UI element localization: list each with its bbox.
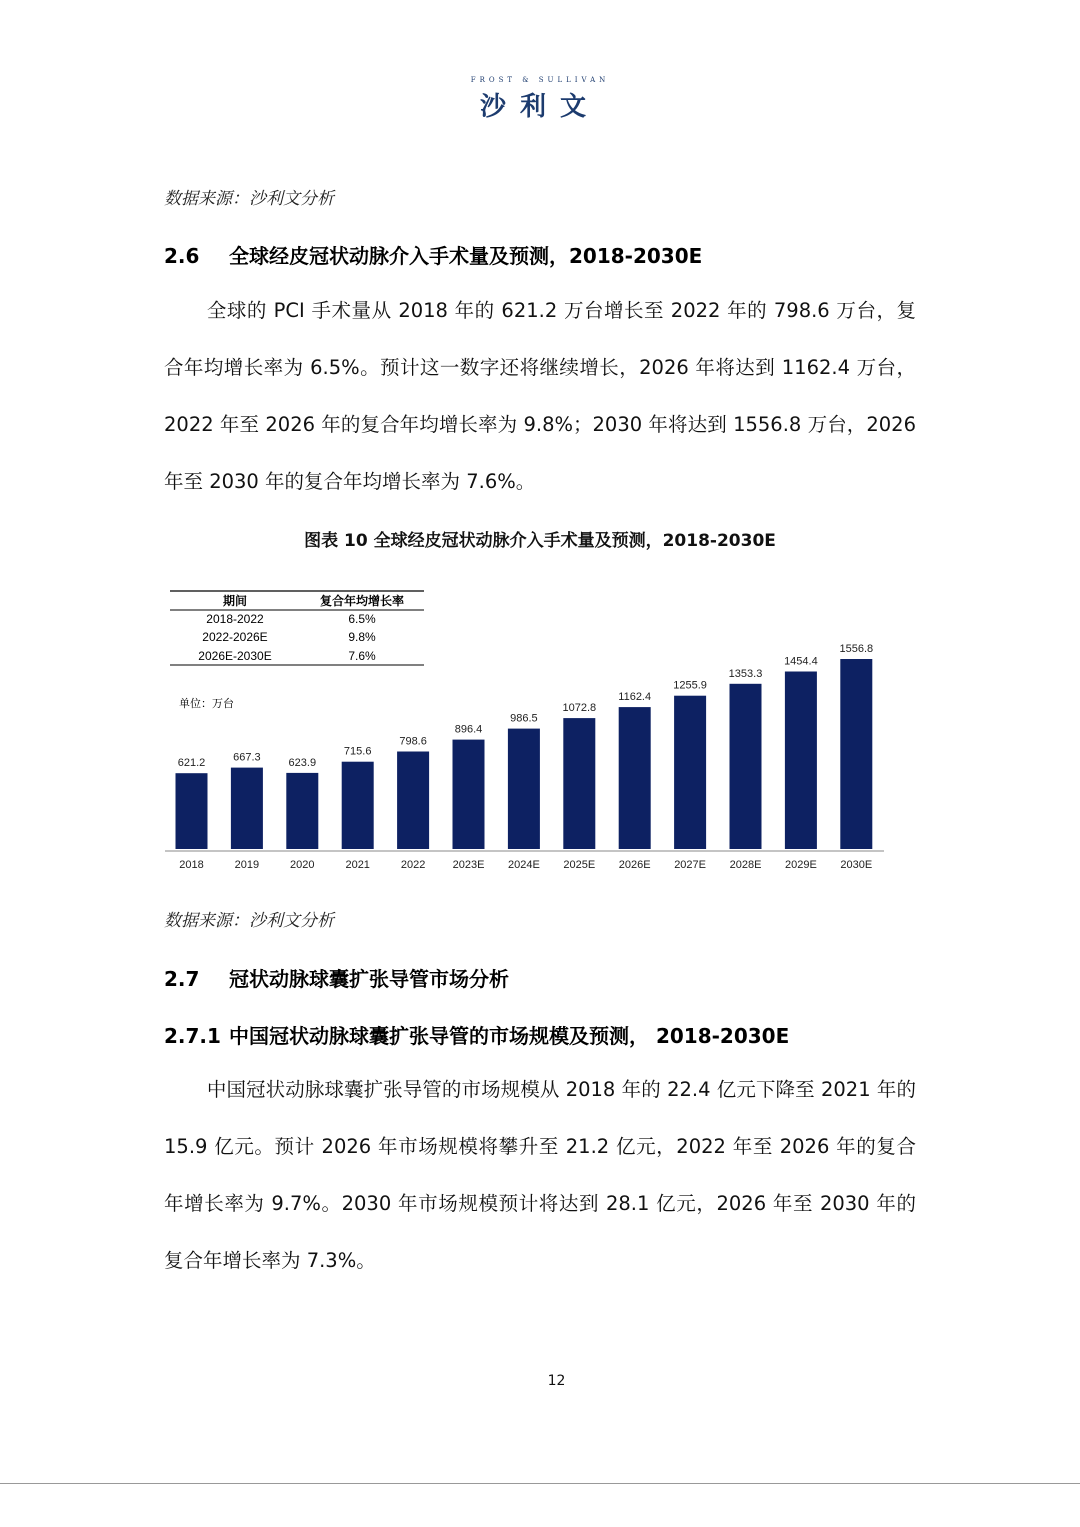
bar-value-label: 1454.4 bbox=[784, 655, 818, 668]
cagr-row-period: 2026E-2030E bbox=[198, 649, 272, 663]
cagr-row-rate: 9.8% bbox=[348, 630, 376, 644]
bar-2021 bbox=[342, 762, 374, 849]
data-source-bottom: 数据来源：沙利文分析 bbox=[164, 911, 334, 931]
section-number: 2.7.1 bbox=[164, 1024, 221, 1048]
x-tick-label: 2027E bbox=[674, 859, 707, 871]
x-tick-label: 2024E bbox=[507, 859, 540, 871]
x-tick-label: 2023E bbox=[452, 859, 485, 871]
section-number: 2.6 bbox=[164, 244, 200, 268]
x-tick-label: 2020 bbox=[290, 859, 315, 871]
x-tick-label: 2030E bbox=[840, 859, 873, 871]
bar-value-label: 896.4 bbox=[454, 723, 483, 736]
bar-value-label: 1072.8 bbox=[562, 702, 597, 715]
bar-value-label: 623.9 bbox=[288, 756, 317, 769]
bar-value-label: 1255.9 bbox=[673, 679, 707, 692]
x-tick-label: 2025E bbox=[563, 859, 596, 871]
cagr-header-rate: 复合年均增长率 bbox=[319, 594, 405, 608]
x-tick-label: 2028E bbox=[729, 859, 762, 871]
cagr-row-rate: 7.6% bbox=[348, 649, 376, 663]
pci-volume-bar-chart bbox=[160, 585, 890, 875]
cagr-row-period: 2018-2022 bbox=[206, 612, 264, 626]
section-2-7-1-paragraph bbox=[164, 1061, 916, 1289]
cagr-row-rate: 6.5% bbox=[348, 612, 376, 626]
bar-value-label: 667.3 bbox=[233, 751, 261, 764]
cagr-table bbox=[170, 591, 424, 665]
bar-2019 bbox=[231, 768, 263, 849]
bar-2030E bbox=[840, 659, 872, 849]
section-heading-2-6 bbox=[164, 240, 702, 269]
bar-2026E bbox=[619, 707, 651, 849]
bar-value-label: 1162.4 bbox=[618, 691, 652, 704]
section-title: 中国冠状动脉球囊扩张导管的市场规模及预测， 2018-2030E bbox=[229, 1024, 790, 1048]
cagr-row-period: 2022-2026E bbox=[202, 630, 268, 644]
bar-value-label: 798.6 bbox=[399, 735, 427, 748]
x-tick-label: 2026E bbox=[618, 859, 651, 871]
section-heading-2-7-1 bbox=[164, 1020, 789, 1049]
cagr-header-period: 期间 bbox=[222, 594, 248, 608]
bar-value-label: 1353.3 bbox=[728, 667, 763, 680]
bar-value-label: 1556.8 bbox=[839, 643, 874, 655]
unit-label: 单位：万台 bbox=[179, 698, 234, 710]
x-tick-label: 2018 bbox=[179, 859, 204, 871]
paragraph-text: 中国冠状动脉球囊扩张导管的市场规模从 2018 年的 22.4 亿元下降至 2021 年的 15.9 亿元。预计 2026 年市场规模将攀升至 21.2 亿元，2022 年至 2026 年的复合年增长率为 9.7%。2030 年市场规模预计将达到 28.1 亿元，2026 年至 2030 年的复合年增长率为 7.3%。 bbox=[164, 1078, 916, 1272]
bar-series bbox=[176, 643, 874, 871]
page-bottom-rule bbox=[0, 1483, 1080, 1484]
x-tick-label: 2022 bbox=[400, 859, 426, 871]
figure-title: 图表 10 全球经皮冠状动脉介入手术量及预测，2018-2030E bbox=[304, 531, 776, 551]
bar-2029E bbox=[785, 672, 817, 850]
bar-value-label: 715.6 bbox=[343, 745, 372, 758]
bar-value-label: 621.2 bbox=[177, 757, 206, 770]
bar-2025E bbox=[563, 718, 595, 849]
bar-value-label: 986.5 bbox=[510, 712, 538, 725]
paragraph-text: 全球的 PCI 手术量从 2018 年的 621.2 万台增长至 2022 年的 798.6 万台，复合年均增长率为 6.5%。预计这一数字还将继续增长，2026 年将达到 1162.4 万台，2022 年至 2026 年的复合年均增长率为 9.8%；2030 年将达到 1556.8 万台，2026 年至 2030 年的复合年均增长率为 7.6%。 bbox=[164, 299, 916, 493]
bar-2027E bbox=[674, 696, 706, 849]
section-heading-2-7 bbox=[164, 963, 509, 992]
page-number: 12 bbox=[547, 1373, 566, 1389]
section-title: 冠状动脉球囊扩张导管市场分析 bbox=[229, 967, 509, 991]
x-tick-label: 2029E bbox=[784, 859, 817, 871]
logo-english: FROST & SULLIVAN bbox=[470, 76, 610, 84]
section-2-6-paragraph bbox=[164, 282, 916, 510]
bar-2023E bbox=[453, 740, 485, 849]
company-logo bbox=[0, 76, 1080, 123]
bar-2022 bbox=[397, 752, 429, 850]
data-source-top: 数据来源：沙利文分析 bbox=[164, 189, 334, 209]
bar-2024E bbox=[508, 729, 540, 849]
x-tick-label: 2019 bbox=[234, 859, 260, 871]
section-title: 全球经皮冠状动脉介入手术量及预测，2018-2030E bbox=[229, 244, 703, 268]
section-number: 2.7 bbox=[164, 967, 200, 991]
logo-chinese: 沙利文 bbox=[479, 92, 600, 122]
x-tick-label: 2021 bbox=[345, 859, 370, 871]
bar-2028E bbox=[730, 684, 762, 849]
bar-2018 bbox=[176, 773, 208, 849]
bar-2020 bbox=[286, 773, 318, 849]
